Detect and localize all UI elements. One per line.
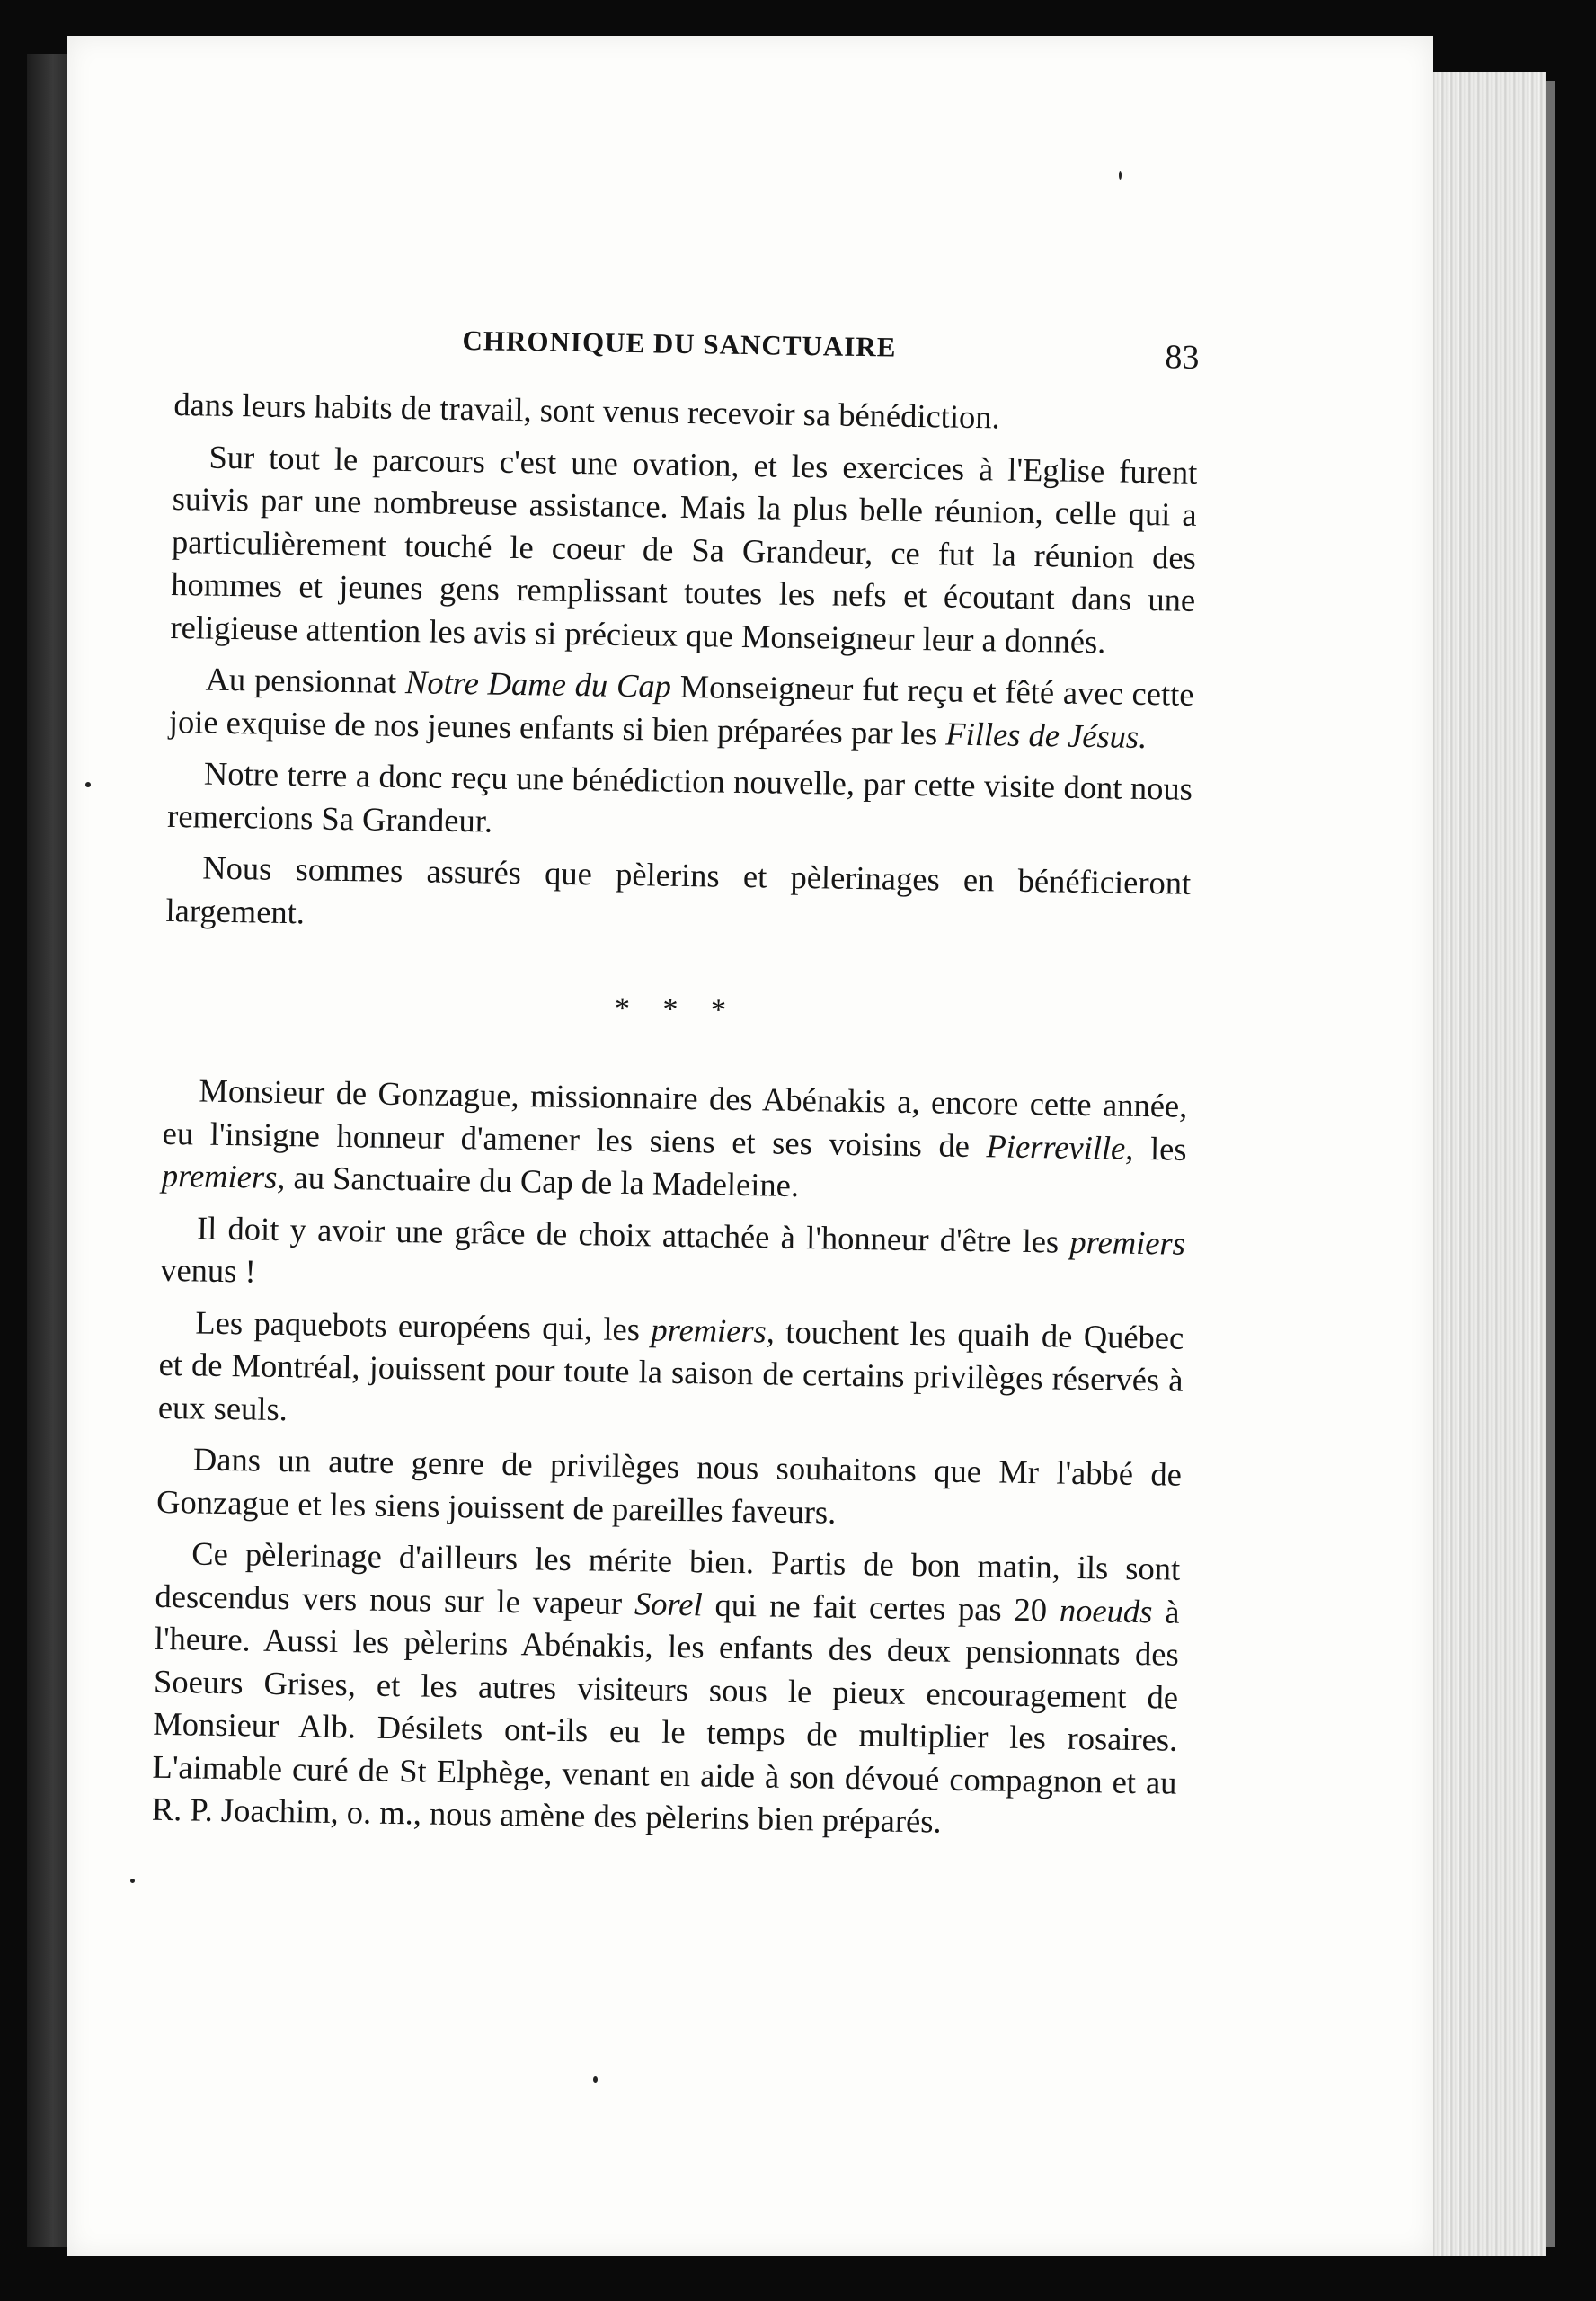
ink-speck <box>130 1879 135 1883</box>
paragraph <box>169 657 1194 759</box>
text-run: Nous sommes assurés que pèlerins et pèlerinages en bénéficieront largement. <box>165 848 1192 930</box>
text-run: au Sanctuaire du Cap de la Madeleine. <box>285 1159 800 1204</box>
italic-text: premiers <box>1069 1222 1186 1262</box>
text-run: Au pensionnat <box>205 660 406 701</box>
ink-speck <box>1119 171 1122 180</box>
text-run: Notre terre a donc reçu une bénédiction nouvelle, par cette visite dont nous remercions Sa Grandeur. <box>166 754 1193 840</box>
text-run: venus ! <box>159 1250 257 1290</box>
italic-text: Sorel <box>634 1584 704 1622</box>
paragraph <box>165 846 1191 947</box>
ink-speck <box>593 2076 598 2083</box>
italic-text: noeuds <box>1059 1591 1153 1630</box>
text-run: Dans un autre genre de privilèges nous souhaitons que Mr l'abbé de Gonzague et les siens jouissent de pareilles faveurs. <box>155 1440 1183 1531</box>
text-run: les <box>1133 1129 1187 1168</box>
text-run: touchent les quaih de Québec et de Montréal, jouissent pour toute la saison de certains privilèges réservés à eux seuls. <box>157 1312 1184 1427</box>
text-run: qui ne fait certes pas 20 <box>702 1585 1060 1629</box>
paragraph <box>162 1069 1188 1213</box>
italic-text: Pierreville, <box>986 1126 1134 1167</box>
paragraph <box>156 1437 1182 1539</box>
page-text <box>152 315 1200 1846</box>
page-number: 83 <box>1165 338 1200 377</box>
italic-text: premiers, <box>161 1156 286 1196</box>
text-run: Monsieur de Gonzague, missionnaire des Abénakis a, encore cette année, eu l'insigne honneur d'amener les siens et ses voisins de <box>162 1071 1188 1164</box>
paragraph <box>173 383 1199 441</box>
section-separator: * * * <box>614 991 740 1027</box>
text-run: Les paquebots européens qui, les <box>195 1302 652 1347</box>
paragraph <box>160 1205 1185 1307</box>
top-section <box>165 383 1198 947</box>
text-run: dans leurs habits de travail, sont venus recevoir sa bénédiction. <box>173 385 1000 436</box>
book-binding <box>27 54 70 2247</box>
paragraph <box>170 434 1198 663</box>
bottom-section <box>152 1069 1188 1846</box>
paragraph <box>158 1300 1184 1444</box>
ink-speck <box>85 782 91 787</box>
text-run: à l'heure. Aussi les pèlerins Abénakis, les enfants des deux pensionnats des Soeurs Grises, et les autres visiteurs sous le pieux encouragement de Monsieur Alb. Désilets ont-ils eu le temps de multiplier les rosaires. L'aimable curé de St Elphège, venant en aide à son dévoué compagnon et au R. P. Joachim, o. m., nous amène des pèlerins bien préparés. <box>151 1592 1180 1840</box>
running-head: CHRONIQUE DU SANCTUAIRE <box>462 324 897 363</box>
italic-text: Notre Dame du Cap <box>404 663 672 705</box>
italic-text: premiers, <box>651 1310 776 1350</box>
page-edge-shadow <box>1546 81 1555 2247</box>
italic-text: Filles de Jésus. <box>945 715 1148 755</box>
text-run: Sur tout le parcours c'est une ovation, et les exercices à l'Eglise furent suivis par une nombreuse assistance. Mais la plus belle réunion, celle qui a particulièrement touché le coeur de Sa Grandeur, ce fut la réunion des hommes et jeunes gens remplissant toutes les nefs et écoutant dans une religieuse attention les avis si précieux que Monseigneur leur a donnés. <box>170 438 1198 660</box>
text-run: Monseigneur fut reçu et fêté avec cette joie exquise de nos jeunes enfants si bien préparées par les <box>168 667 1194 752</box>
text-run: Il doit y avoir une grâce de choix attachée à l'honneur d'être les <box>196 1209 1070 1260</box>
paragraph <box>167 751 1193 853</box>
paragraph <box>152 1532 1181 1846</box>
text-run: Ce pèlerinage d'ailleurs les mérite bien. Partis de bon matin, ils sont descendus vers nous sur le vapeur <box>155 1534 1181 1621</box>
